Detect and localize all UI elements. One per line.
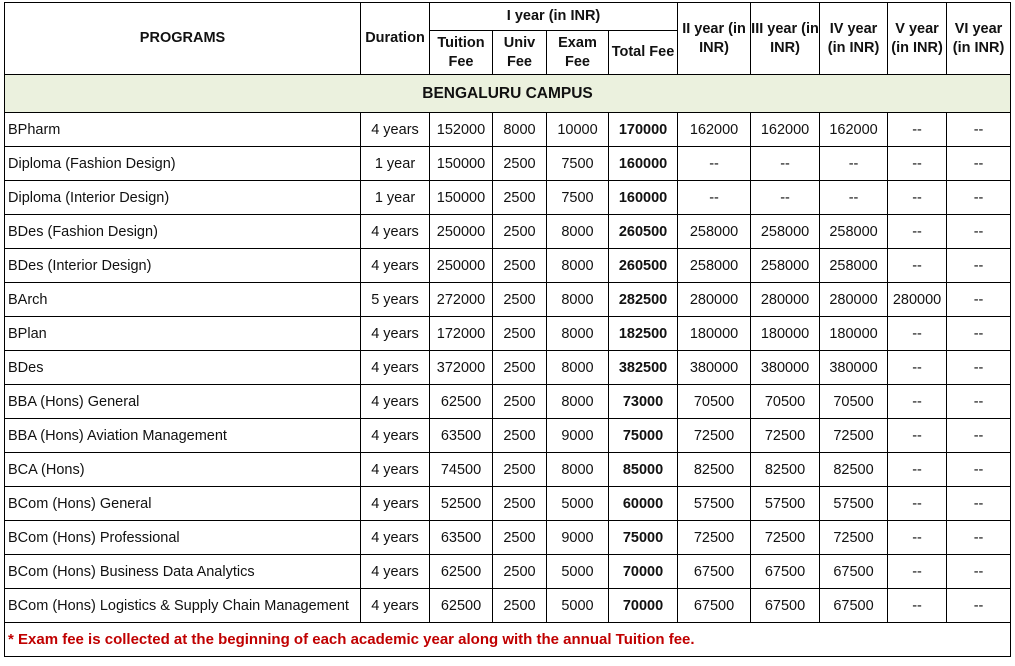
total-fee: 75000 bbox=[609, 419, 678, 453]
table-row bbox=[5, 453, 1011, 487]
tuition-fee: 372000 bbox=[430, 351, 493, 385]
year4-fee: 70500 bbox=[820, 385, 888, 419]
year6-fee: -- bbox=[947, 453, 1011, 487]
exam-fee: 9000 bbox=[547, 419, 609, 453]
duration: 4 years bbox=[361, 385, 430, 419]
total-fee: 85000 bbox=[609, 453, 678, 487]
year4-fee: 67500 bbox=[820, 555, 888, 589]
year4-fee: 57500 bbox=[820, 487, 888, 521]
year5-fee: -- bbox=[888, 521, 947, 555]
univ-fee: 2500 bbox=[493, 521, 547, 555]
univ-fee: 2500 bbox=[493, 147, 547, 181]
tuition-fee: 150000 bbox=[430, 147, 493, 181]
duration: 1 year bbox=[361, 147, 430, 181]
year2-fee: -- bbox=[678, 147, 751, 181]
year4-fee: 82500 bbox=[820, 453, 888, 487]
year2-fee: 57500 bbox=[678, 487, 751, 521]
program-name: BArch bbox=[5, 283, 361, 317]
year3-fee: 258000 bbox=[751, 215, 820, 249]
program-name: Diploma (Interior Design) bbox=[5, 181, 361, 215]
year2-fee: 162000 bbox=[678, 113, 751, 147]
year5-fee: -- bbox=[888, 147, 947, 181]
tuition-fee: 62500 bbox=[430, 555, 493, 589]
table-row bbox=[5, 317, 1011, 351]
univ-fee: 2500 bbox=[493, 215, 547, 249]
exam-fee-note: * Exam fee is collected at the beginning of each academic year along with the annual Tuition fee. bbox=[5, 623, 1011, 657]
univ-fee: 2500 bbox=[493, 317, 547, 351]
year6-fee: -- bbox=[947, 249, 1011, 283]
duration: 5 years bbox=[361, 283, 430, 317]
year6-fee: -- bbox=[947, 521, 1011, 555]
year3-fee: 258000 bbox=[751, 249, 820, 283]
tuition-fee: 272000 bbox=[430, 283, 493, 317]
tuition-fee: 172000 bbox=[430, 317, 493, 351]
tuition-fee: 63500 bbox=[430, 419, 493, 453]
total-fee: 260500 bbox=[609, 215, 678, 249]
exam-fee: 8000 bbox=[547, 249, 609, 283]
tuition-fee: 52500 bbox=[430, 487, 493, 521]
year3-fee: 380000 bbox=[751, 351, 820, 385]
tuition-fee: 74500 bbox=[430, 453, 493, 487]
exam-fee: 5000 bbox=[547, 487, 609, 521]
univ-fee: 2500 bbox=[493, 181, 547, 215]
duration: 4 years bbox=[361, 487, 430, 521]
exam-fee: 8000 bbox=[547, 385, 609, 419]
year2-fee: 258000 bbox=[678, 215, 751, 249]
table-row bbox=[5, 113, 1011, 147]
year3-fee: -- bbox=[751, 181, 820, 215]
year6-fee: -- bbox=[947, 147, 1011, 181]
year6-header: VI year (in INR) bbox=[947, 3, 1011, 75]
year3-fee: 82500 bbox=[751, 453, 820, 487]
tuition-fee: 250000 bbox=[430, 249, 493, 283]
year2-fee: 70500 bbox=[678, 385, 751, 419]
exam-fee: 10000 bbox=[547, 113, 609, 147]
year5-fee: -- bbox=[888, 317, 947, 351]
year2-fee: 280000 bbox=[678, 283, 751, 317]
campus-title: BENGALURU CAMPUS bbox=[5, 75, 1011, 113]
year6-fee: -- bbox=[947, 351, 1011, 385]
tuition-fee: 250000 bbox=[430, 215, 493, 249]
year4-fee: 180000 bbox=[820, 317, 888, 351]
year5-fee: -- bbox=[888, 487, 947, 521]
duration: 4 years bbox=[361, 215, 430, 249]
table-row bbox=[5, 589, 1011, 623]
duration-header: Duration bbox=[361, 3, 430, 75]
exam-fee: 5000 bbox=[547, 589, 609, 623]
program-name: BCom (Hons) Logistics & Supply Chain Management bbox=[5, 589, 361, 623]
program-name: BBA (Hons) General bbox=[5, 385, 361, 419]
program-name: BPlan bbox=[5, 317, 361, 351]
duration: 4 years bbox=[361, 521, 430, 555]
total-fee: 382500 bbox=[609, 351, 678, 385]
univ-fee: 2500 bbox=[493, 487, 547, 521]
univ-fee: 2500 bbox=[493, 351, 547, 385]
year3-fee: 57500 bbox=[751, 487, 820, 521]
univ-fee-header: Univ Fee bbox=[493, 31, 547, 75]
table-row bbox=[5, 419, 1011, 453]
table-row bbox=[5, 283, 1011, 317]
total-fee: 182500 bbox=[609, 317, 678, 351]
year6-fee: -- bbox=[947, 385, 1011, 419]
year4-fee: 162000 bbox=[820, 113, 888, 147]
year4-fee: 67500 bbox=[820, 589, 888, 623]
year4-header: IV year (in INR) bbox=[820, 3, 888, 75]
duration: 4 years bbox=[361, 249, 430, 283]
table-row bbox=[5, 249, 1011, 283]
duration: 4 years bbox=[361, 351, 430, 385]
duration: 4 years bbox=[361, 555, 430, 589]
table-row bbox=[5, 487, 1011, 521]
exam-fee-header: Exam Fee bbox=[547, 31, 609, 75]
year4-fee: 380000 bbox=[820, 351, 888, 385]
univ-fee: 2500 bbox=[493, 249, 547, 283]
tuition-fee: 150000 bbox=[430, 181, 493, 215]
year2-fee: 72500 bbox=[678, 419, 751, 453]
total-fee: 260500 bbox=[609, 249, 678, 283]
tuition-fee: 63500 bbox=[430, 521, 493, 555]
exam-fee: 8000 bbox=[547, 453, 609, 487]
univ-fee: 2500 bbox=[493, 385, 547, 419]
year4-fee: -- bbox=[820, 181, 888, 215]
year4-fee: 280000 bbox=[820, 283, 888, 317]
exam-fee: 5000 bbox=[547, 555, 609, 589]
tuition-fee: 62500 bbox=[430, 385, 493, 419]
year2-fee: 67500 bbox=[678, 589, 751, 623]
year5-fee: -- bbox=[888, 385, 947, 419]
total-fee-header: Total Fee bbox=[609, 31, 678, 75]
year3-fee: 67500 bbox=[751, 589, 820, 623]
year5-fee: -- bbox=[888, 249, 947, 283]
table-row bbox=[5, 521, 1011, 555]
year3-fee: 72500 bbox=[751, 521, 820, 555]
total-fee: 170000 bbox=[609, 113, 678, 147]
year2-fee: 67500 bbox=[678, 555, 751, 589]
table-row bbox=[5, 147, 1011, 181]
total-fee: 60000 bbox=[609, 487, 678, 521]
year1-group-header: I year (in INR) bbox=[430, 3, 678, 31]
year3-fee: 180000 bbox=[751, 317, 820, 351]
total-fee: 73000 bbox=[609, 385, 678, 419]
univ-fee: 2500 bbox=[493, 283, 547, 317]
total-fee: 70000 bbox=[609, 589, 678, 623]
year5-header: V year (in INR) bbox=[888, 3, 947, 75]
year5-fee: -- bbox=[888, 215, 947, 249]
total-fee: 160000 bbox=[609, 147, 678, 181]
year4-fee: -- bbox=[820, 147, 888, 181]
table-row bbox=[5, 555, 1011, 589]
table-row bbox=[5, 181, 1011, 215]
year2-fee: 380000 bbox=[678, 351, 751, 385]
year4-fee: 72500 bbox=[820, 419, 888, 453]
program-name: BDes (Fashion Design) bbox=[5, 215, 361, 249]
year5-fee: -- bbox=[888, 589, 947, 623]
year4-fee: 258000 bbox=[820, 215, 888, 249]
program-name: Diploma (Fashion Design) bbox=[5, 147, 361, 181]
year2-fee: 180000 bbox=[678, 317, 751, 351]
duration: 4 years bbox=[361, 589, 430, 623]
year3-fee: -- bbox=[751, 147, 820, 181]
year6-fee: -- bbox=[947, 113, 1011, 147]
year2-fee: 82500 bbox=[678, 453, 751, 487]
year6-fee: -- bbox=[947, 589, 1011, 623]
year4-fee: 72500 bbox=[820, 521, 888, 555]
year3-fee: 70500 bbox=[751, 385, 820, 419]
year3-fee: 162000 bbox=[751, 113, 820, 147]
programs-header: PROGRAMS bbox=[5, 3, 361, 75]
total-fee: 282500 bbox=[609, 283, 678, 317]
exam-fee: 8000 bbox=[547, 215, 609, 249]
program-name: BDes bbox=[5, 351, 361, 385]
program-name: BCom (Hons) General bbox=[5, 487, 361, 521]
year6-fee: -- bbox=[947, 555, 1011, 589]
year3-fee: 72500 bbox=[751, 419, 820, 453]
year5-fee: -- bbox=[888, 419, 947, 453]
program-name: BBA (Hons) Aviation Management bbox=[5, 419, 361, 453]
duration: 4 years bbox=[361, 419, 430, 453]
duration: 4 years bbox=[361, 453, 430, 487]
table-row bbox=[5, 215, 1011, 249]
program-name: BDes (Interior Design) bbox=[5, 249, 361, 283]
year6-fee: -- bbox=[947, 181, 1011, 215]
exam-fee: 9000 bbox=[547, 521, 609, 555]
tuition-fee: 152000 bbox=[430, 113, 493, 147]
year5-fee: -- bbox=[888, 113, 947, 147]
fee-rows bbox=[5, 113, 1011, 623]
year6-fee: -- bbox=[947, 317, 1011, 351]
year5-fee: -- bbox=[888, 453, 947, 487]
univ-fee: 2500 bbox=[493, 453, 547, 487]
year4-fee: 258000 bbox=[820, 249, 888, 283]
year2-fee: -- bbox=[678, 181, 751, 215]
exam-fee: 7500 bbox=[547, 147, 609, 181]
year5-fee: -- bbox=[888, 555, 947, 589]
exam-fee: 7500 bbox=[547, 181, 609, 215]
program-name: BCom (Hons) Business Data Analytics bbox=[5, 555, 361, 589]
tuition-fee-header: Tuition Fee bbox=[430, 31, 493, 75]
year3-header: III year (in INR) bbox=[751, 3, 820, 75]
total-fee: 75000 bbox=[609, 521, 678, 555]
univ-fee: 2500 bbox=[493, 555, 547, 589]
duration: 4 years bbox=[361, 317, 430, 351]
table-row bbox=[5, 385, 1011, 419]
year5-fee: -- bbox=[888, 351, 947, 385]
total-fee: 160000 bbox=[609, 181, 678, 215]
year6-fee: -- bbox=[947, 283, 1011, 317]
total-fee: 70000 bbox=[609, 555, 678, 589]
program-name: BCom (Hons) Professional bbox=[5, 521, 361, 555]
univ-fee: 2500 bbox=[493, 589, 547, 623]
table-row bbox=[5, 351, 1011, 385]
tuition-fee: 62500 bbox=[430, 589, 493, 623]
year2-fee: 258000 bbox=[678, 249, 751, 283]
year3-fee: 67500 bbox=[751, 555, 820, 589]
duration: 1 year bbox=[361, 181, 430, 215]
exam-fee: 8000 bbox=[547, 351, 609, 385]
year2-fee: 72500 bbox=[678, 521, 751, 555]
program-name: BCA (Hons) bbox=[5, 453, 361, 487]
duration: 4 years bbox=[361, 113, 430, 147]
exam-fee: 8000 bbox=[547, 283, 609, 317]
fee-table bbox=[4, 2, 1011, 657]
univ-fee: 2500 bbox=[493, 419, 547, 453]
year6-fee: -- bbox=[947, 419, 1011, 453]
exam-fee: 8000 bbox=[547, 317, 609, 351]
year5-fee: 280000 bbox=[888, 283, 947, 317]
year2-header: II year (in INR) bbox=[678, 3, 751, 75]
year5-fee: -- bbox=[888, 181, 947, 215]
program-name: BPharm bbox=[5, 113, 361, 147]
year6-fee: -- bbox=[947, 487, 1011, 521]
year3-fee: 280000 bbox=[751, 283, 820, 317]
univ-fee: 8000 bbox=[493, 113, 547, 147]
year6-fee: -- bbox=[947, 215, 1011, 249]
